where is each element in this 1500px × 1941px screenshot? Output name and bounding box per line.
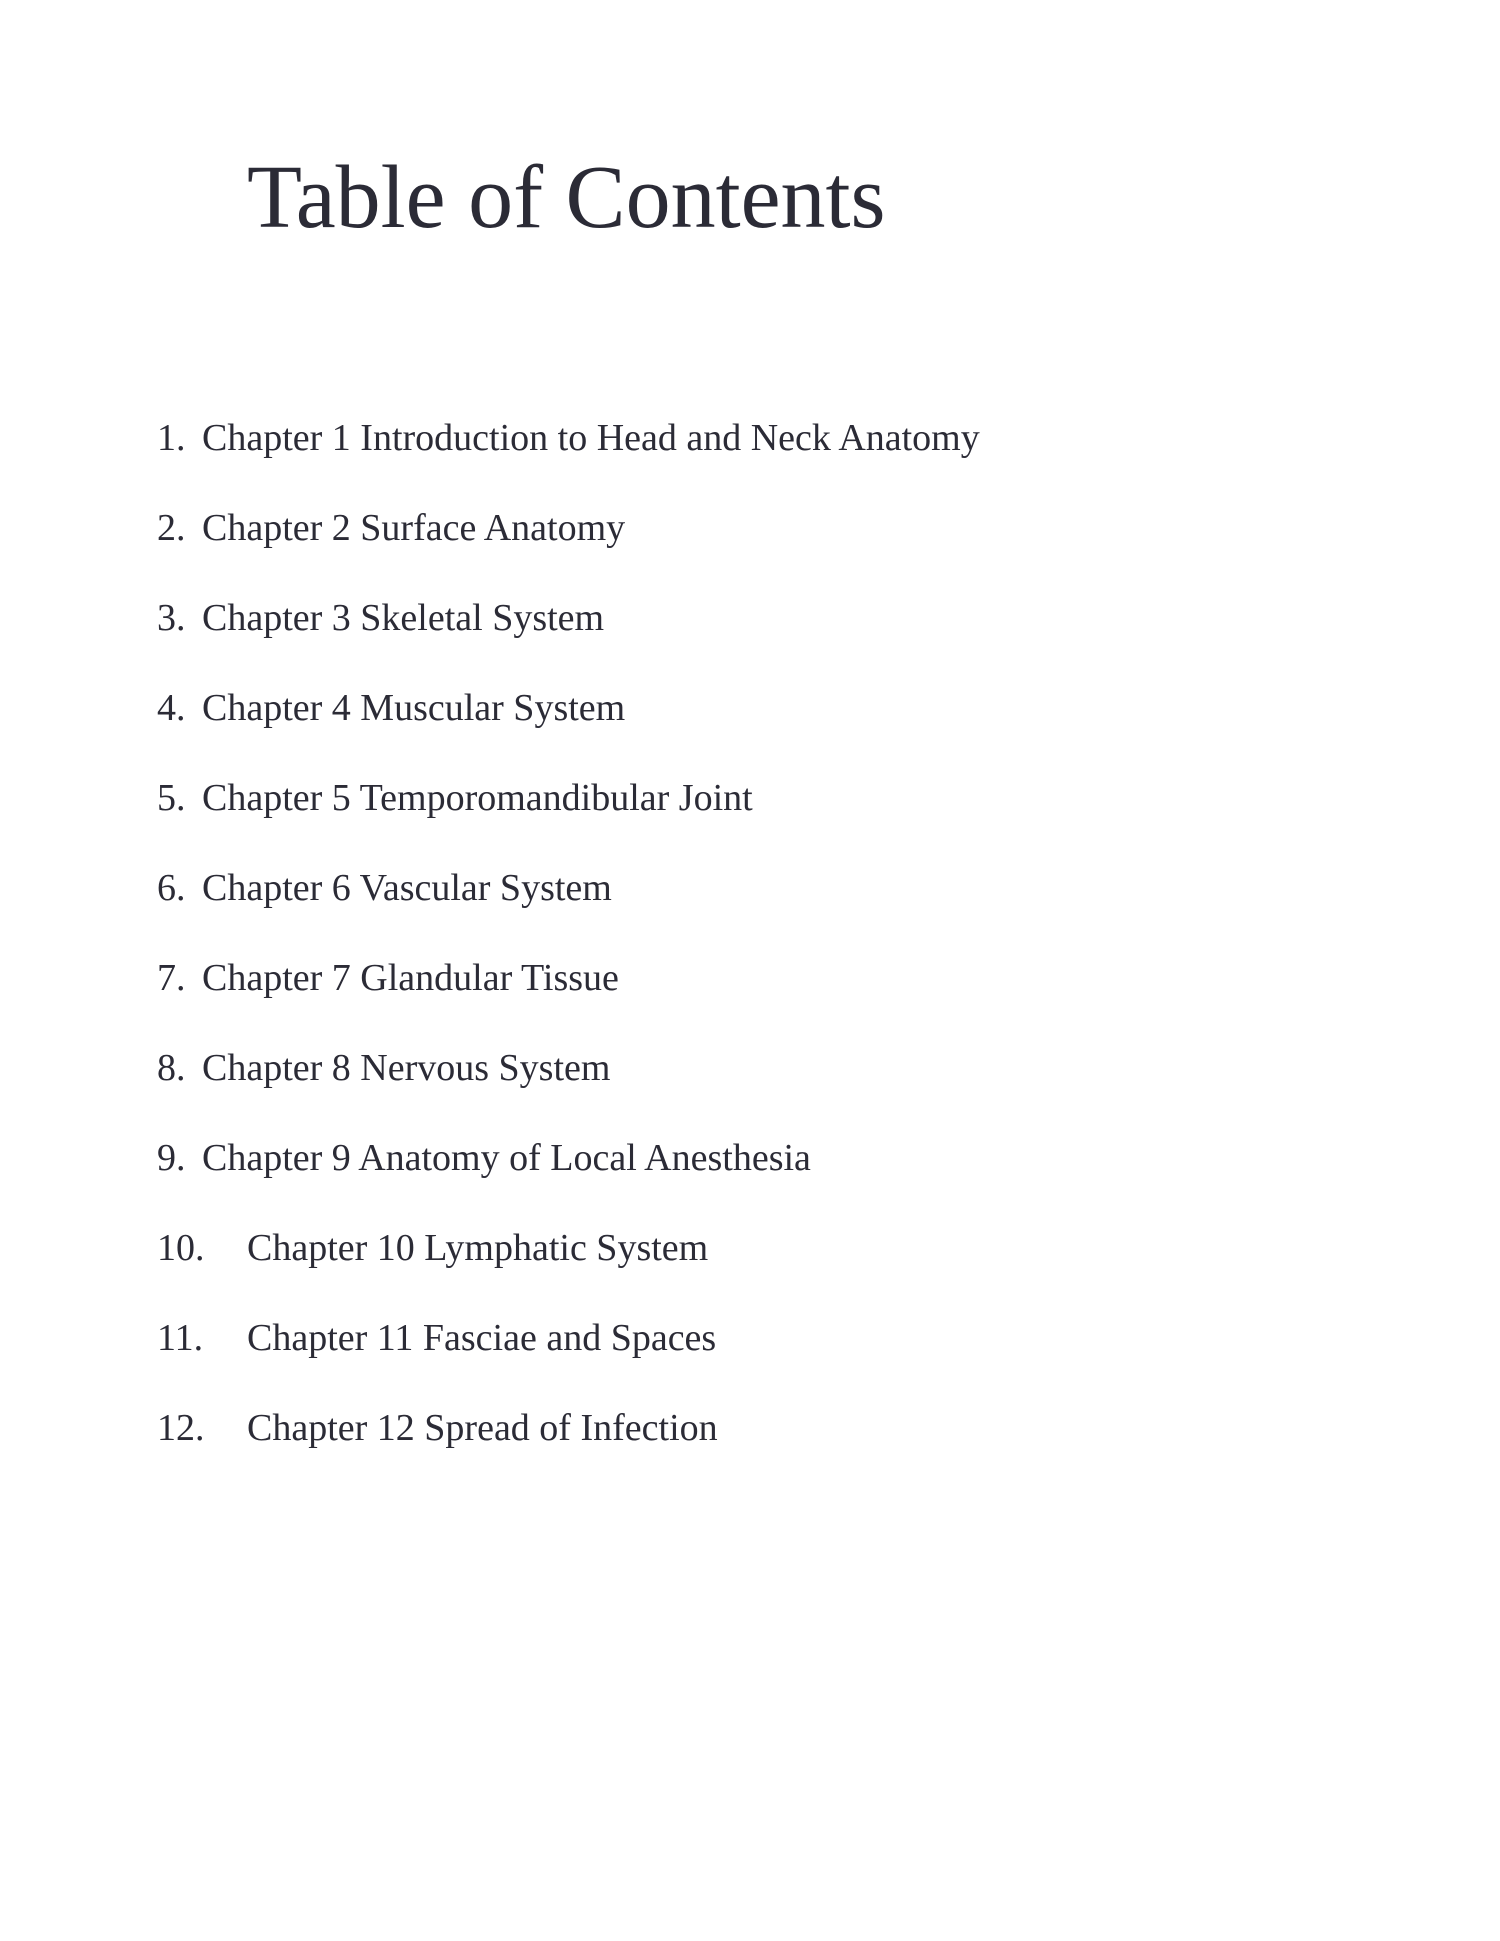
toc-entry[interactable] bbox=[157, 503, 1357, 593]
table-of-contents-list bbox=[157, 413, 1357, 1493]
toc-entry-title[interactable]: Chapter 3 Skeletal System bbox=[202, 597, 605, 639]
toc-entry-title[interactable]: Chapter 9 Anatomy of Local Anesthesia bbox=[202, 1137, 811, 1179]
toc-entry-number: 3. bbox=[157, 597, 186, 639]
toc-entry-number: 8. bbox=[157, 1047, 186, 1089]
toc-entry[interactable] bbox=[157, 593, 1357, 683]
toc-entry-title[interactable]: Chapter 2 Surface Anatomy bbox=[202, 507, 626, 549]
toc-entry-number: 5. bbox=[157, 777, 186, 819]
toc-entry-title[interactable]: Chapter 6 Vascular System bbox=[202, 867, 612, 909]
toc-entry-number: 6. bbox=[157, 867, 186, 909]
toc-entry-number: 9. bbox=[157, 1137, 186, 1179]
toc-entry-number: 2. bbox=[157, 507, 186, 549]
page-title: Table of Contents bbox=[247, 148, 886, 247]
toc-entry-title[interactable]: Chapter 1 Introduction to Head and Neck Anatomy bbox=[202, 417, 980, 459]
toc-entry-number: 12. bbox=[157, 1407, 205, 1449]
toc-entry-number: 1. bbox=[157, 417, 186, 459]
toc-entry[interactable] bbox=[157, 863, 1357, 953]
toc-entry[interactable] bbox=[157, 1313, 1357, 1403]
toc-entry-title[interactable]: Chapter 10 Lymphatic System bbox=[247, 1227, 709, 1269]
toc-entry-number: 10. bbox=[157, 1227, 205, 1269]
toc-entry[interactable] bbox=[157, 413, 1357, 503]
toc-entry-title[interactable]: Chapter 5 Temporomandibular Joint bbox=[202, 777, 753, 819]
toc-entry-title[interactable]: Chapter 8 Nervous System bbox=[202, 1047, 611, 1089]
toc-entry-number: 11. bbox=[157, 1317, 204, 1359]
toc-entry-number: 7. bbox=[157, 957, 186, 999]
toc-entry[interactable] bbox=[157, 773, 1357, 863]
toc-entry[interactable] bbox=[157, 683, 1357, 773]
toc-entry-number: 4. bbox=[157, 687, 186, 729]
toc-entry[interactable] bbox=[157, 953, 1357, 1043]
toc-entry[interactable] bbox=[157, 1133, 1357, 1223]
toc-entry[interactable] bbox=[157, 1043, 1357, 1133]
toc-entry-title[interactable]: Chapter 11 Fasciae and Spaces bbox=[247, 1317, 717, 1359]
toc-entry-title[interactable]: Chapter 7 Glandular Tissue bbox=[202, 957, 619, 999]
toc-entry-title[interactable]: Chapter 12 Spread of Infection bbox=[247, 1407, 718, 1449]
toc-entry[interactable] bbox=[157, 1403, 1357, 1493]
toc-entry[interactable] bbox=[157, 1223, 1357, 1313]
toc-entry-title[interactable]: Chapter 4 Muscular System bbox=[202, 687, 626, 729]
